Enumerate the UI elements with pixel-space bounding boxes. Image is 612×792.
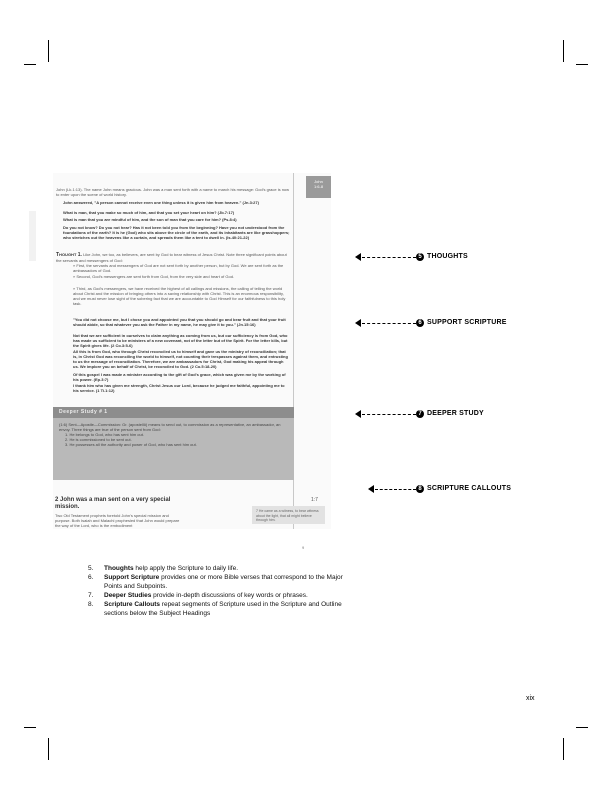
heading-text: John was a man sent on a very special mission. [55, 497, 171, 510]
thought-block [56, 252, 291, 263]
margin-marker [29, 211, 36, 261]
quote-1: John answered, "A person cannot receive even one thing unless it is given him from heaven." (Jn.3:27) [63, 200, 259, 205]
thought-bullet: » First, the servants and messengers of God are not sent forth by another person, but by God. We are sent forth as the ambassadors of God. [73, 263, 284, 273]
legend-item [88, 564, 348, 573]
dashed-line [375, 489, 416, 490]
reference-tab: John 1:6-8 [306, 176, 331, 198]
legend-term: Support Scripture [104, 574, 160, 581]
deeper-study-text: (1:6) Sent—Apostle—Commission: Gr. (apostellō) means to send out, to commission as a representative, an ambassador, an envoy. Three things are true of the person sent from God: [59, 422, 281, 432]
deeper-study-item: 3. He possesses all the authority and power of God, who has sent him out. [65, 442, 197, 447]
arrow-label-scripture-callouts: SCRIPTURE CALLOUTS [427, 485, 512, 492]
thought-heading: Thought 1. [56, 252, 82, 258]
arrow-support-scripture [355, 319, 425, 328]
legend-desc: help apply the Scripture to daily life. [133, 565, 239, 572]
legend-number: 6. [88, 574, 94, 581]
crop-mark [576, 64, 588, 65]
legend-term: Scripture Callouts [104, 601, 160, 608]
crop-mark [24, 727, 36, 728]
support-scripture-2: Not that we are sufficient in ourselves to claim anything as coming from us, but our sufficiency is from God, who has made us sufficient to be ministers of a new covenant, not of the letter but of the Spirit. For the letter kills, but the Spirit gives life. (2 Co.3:5-6) [73, 333, 288, 348]
side-reference: 1:7 [311, 497, 318, 503]
dashed-line [362, 323, 416, 324]
legend-desc: repeat segments of Scripture used in the Scripture and Outline sections below the Subject Headings [104, 601, 342, 617]
callout-number: 8 [416, 485, 424, 493]
legend-item [88, 573, 348, 591]
arrow-thoughts [355, 253, 425, 262]
arrow-scripture-callouts [368, 485, 425, 494]
legend-desc: provides one or more Bible verses that correspond to the Major Points and Subpoints. [104, 574, 343, 590]
legend-number: 5. [88, 565, 94, 572]
quote-4: Do you not know? Do you not hear? Has it not been told you from the beginning? Have you not understood from the foundations of the earth? It is he (God) who sits above the circle of the earth, and its inhabitants are like grasshoppers; who stretches out the heavens like a curtain, and spreads them like a tent to dwell in. (Is.40:21-22) [63, 225, 290, 240]
legend-item [88, 600, 348, 618]
deeper-study-box [53, 407, 294, 480]
quote-2: What is man, that you make so much of him, and that you set your heart on him? (Jb.7:17) [63, 210, 235, 215]
quote-3: What is man that you are mindful of him, and the son of man that you care for him? (Ps.8:4) [63, 217, 237, 222]
arrowhead-icon [355, 410, 361, 418]
crop-mark [576, 727, 588, 728]
deeper-study-item: 1. He belongs to God, who has sent him out. [65, 432, 144, 437]
page-folio: xix [526, 695, 535, 702]
legend-number: 8. [88, 601, 94, 608]
legend-list [88, 564, 348, 618]
deeper-study-heading: Deeper Study # 1 [53, 407, 294, 418]
crop-mark [563, 40, 564, 62]
arrow-label-support-scripture: SUPPORT SCRIPTURE [427, 319, 507, 326]
legend-number: 7. [88, 592, 94, 599]
crop-mark [24, 64, 36, 65]
thought-bullet: » Second, God's messengers are sent forth from God, from the very side and heart of God. [73, 274, 235, 279]
arrowhead-icon [355, 319, 361, 327]
support-scripture-4: Of this gospel I was made a minister according to the gift of God's grace, which was given me by the working of his power. (Ep.3:7) [73, 372, 286, 382]
crop-mark [563, 738, 564, 760]
bullet-text: First, the servants and messengers of God are not sent forth by another person, but by God. We are sent forth as the ambassadors of God. [73, 263, 284, 273]
support-scripture-1: "You did not choose me, but I chose you and appointed you that you should go and bear fruit and that your fruit should abide, so that whatever you ask the Father in my name, he may give it to you." (Jn.15:16) [73, 317, 286, 327]
arrow-deeper-study [355, 410, 425, 419]
legend-item [88, 591, 348, 600]
dashed-line [362, 414, 416, 415]
legend-desc: provide in-depth discussions of key words or phrases. [151, 592, 308, 599]
arrow-label-deeper-study: DEEPER STUDY [427, 410, 484, 417]
sample-page-number: 9 [302, 545, 305, 550]
scripture-callout-box: 7 He came as a witness, to bear witness about the light, that all might believe through him. [252, 506, 325, 524]
callout-number: 6 [416, 319, 424, 327]
deeper-study-body [53, 418, 294, 451]
heading-number: 2 [55, 497, 59, 503]
crop-mark [48, 738, 49, 760]
crop-mark [48, 40, 49, 62]
arrowhead-icon [368, 485, 374, 493]
legend-term: Deeper Studies [104, 592, 152, 599]
thought-text: Like John, we too, as believers, are sent by God to bear witness of Jesus Christ. Note three significant points about the servants and messengers of God: [56, 252, 287, 263]
callout-number: 7 [416, 410, 424, 418]
arrowhead-icon [355, 253, 361, 261]
callout-number: 5 [416, 253, 424, 261]
section-body: Two Old Testament prophets foretold John's special mission and purpose. Both Isaiah and Malachi prophesied that John would prepare the way of the Lord, who is the embodiment [55, 513, 180, 528]
thought-bullet: » Third, as God's messengers, we have received the highest of all callings and missions, the calling of telling the world about Christ and the mission of bringing others into a saving relationship with Christ. This is an enormous responsibility, and we must never lose sight of the sobering fact that we are accountable to God Himself for our faithfulness to this holy task. [73, 286, 286, 306]
bullet-text: Second, God's messengers are sent forth from God, from the very side and heart of God. [76, 274, 235, 279]
legend-term: Thoughts [104, 565, 134, 572]
support-scripture-5: I thank him who has given me strength, Christ Jesus our Lord, because he judged me faithful, appointing me to his service. (1 Ti.1:12) [73, 383, 285, 393]
section-heading [55, 497, 180, 511]
arrow-label-thoughts: THOUGHTS [427, 253, 468, 260]
intro-text: John (Lk.1:13). The name John means gracious. John was a man sent forth with a name to march his message: God's grace is now to enter upon the scene of world history. [56, 187, 290, 197]
bullet-text: Third, as God's messengers, we have received the highest of all callings and missions, the calling of telling the world about Christ and the mission of bringing others into a saving relationship with Christ. This is an enormous responsibility, and we must never lose sight of the sobering fact that we are accountable to God Himself for our faithfulness to this holy task. [73, 286, 286, 306]
support-scripture-3: All this is from God, who through Christ reconciled us to himself and gave us the ministry of reconciliation; that is, in Christ God was reconciling the world to himself, not counting their trespasses against them, and entrusting to us the message of reconciliation. Therefore, we are ambassadors for Christ, God making his appeal through us. We implore you on behalf of Christ, be reconciled to God. (2 Co.5:18-20) [73, 349, 288, 369]
dashed-line [362, 257, 416, 258]
deeper-study-item: 2. He is commissioned to be sent out. [65, 437, 132, 442]
